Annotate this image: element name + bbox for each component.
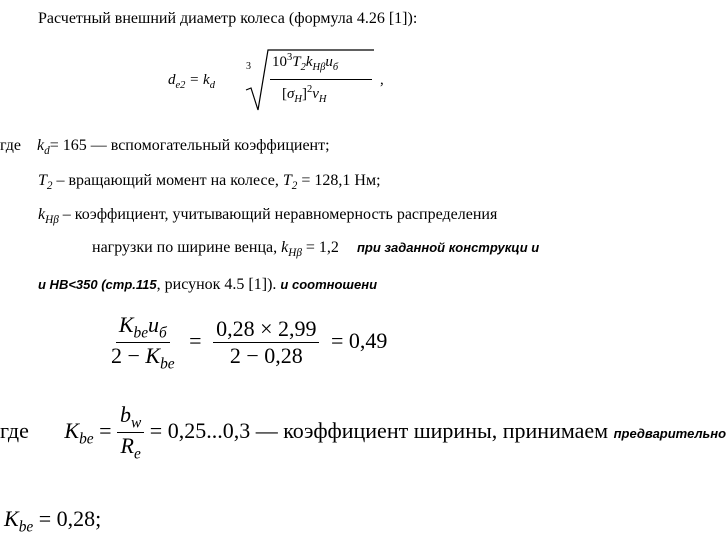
formula-de2-comma: ,	[380, 72, 384, 88]
t2-symbol: $T_2$	[38, 172, 53, 193]
kd-symbol: $k_d$	[37, 137, 50, 158]
numeric-fraction: $\frac{0,28 \times 2,99}{2 - 0,28}$	[213, 316, 319, 369]
equals-sign: =	[189, 327, 202, 353]
hb-note: и НВ<350 (стр.115	[38, 277, 157, 292]
khb-symbol: $k_{H\beta}$	[38, 206, 59, 227]
kbe-final-symbol: $K_{be}$	[4, 506, 34, 536]
kbe-symbol: $K_{be}$	[64, 417, 94, 448]
kbe-range-text: = 0,25...0,3 — коэффициент ширины, принимаем	[144, 417, 614, 443]
formula-ratio	[108, 312, 387, 374]
kbe-line: где $K_{be}$ = $\frac{b_w}{R_e}$ = 0,25...0,3 — коэффициент ширины, принимаем предварительно	[0, 402, 726, 463]
t2-value: = 128,1 Нм;	[297, 172, 381, 189]
where-label: где	[0, 137, 22, 154]
ratio-note: и соотношени	[280, 277, 378, 292]
construction-note: при заданной конструкци и	[356, 240, 540, 255]
load-khb-symbol: $k_{H\beta}$	[281, 239, 302, 260]
hb-line	[38, 276, 377, 294]
t2-text: – вращающий момент на колесе,	[52, 172, 283, 189]
intro-line	[38, 10, 417, 28]
load-text: нагрузки по ширине венца,	[92, 239, 282, 256]
khb-line	[38, 206, 497, 226]
fraction-bar	[270, 79, 372, 80]
where-label-2: где	[0, 417, 29, 443]
load-value: = 1,2	[301, 239, 339, 256]
preliminary-note: предварительно	[613, 425, 726, 441]
kbe-final-line	[4, 506, 101, 536]
load-line	[92, 239, 539, 259]
formula-de2-denominator: $[\sigma_H]^2\nu_H$	[282, 84, 327, 105]
bw-re-fraction: $\frac{b_w}{R_e}$	[117, 402, 144, 464]
figure-reference: , рисунок 4.5 [1]).	[156, 276, 281, 293]
t2-line	[38, 172, 381, 192]
t2-symbol-2: $T_2$	[282, 172, 298, 193]
root-index: 3	[246, 61, 251, 72]
formula-de2-lhs: $d_{e2} = k_d$	[168, 72, 215, 91]
formula-de2-numerator: $10^3T_2k_{H\beta}u_б$	[272, 52, 339, 73]
ratio-fraction: $\frac{K_{be}u_б}{2 - K_{be}}$	[111, 312, 175, 373]
khb-text: – коэффициент, учитывающий неравномерность распределения	[58, 206, 498, 223]
kd-line	[0, 137, 330, 157]
kbe-final-value: = 0,28;	[33, 506, 102, 531]
intro-text: Расчетный внешний диаметр колеса (формула 4.26 [1]):	[38, 10, 418, 27]
ratio-result: = 0,49	[330, 327, 388, 353]
kd-text: = 165 — вспомогательный коэффициент;	[49, 137, 330, 154]
